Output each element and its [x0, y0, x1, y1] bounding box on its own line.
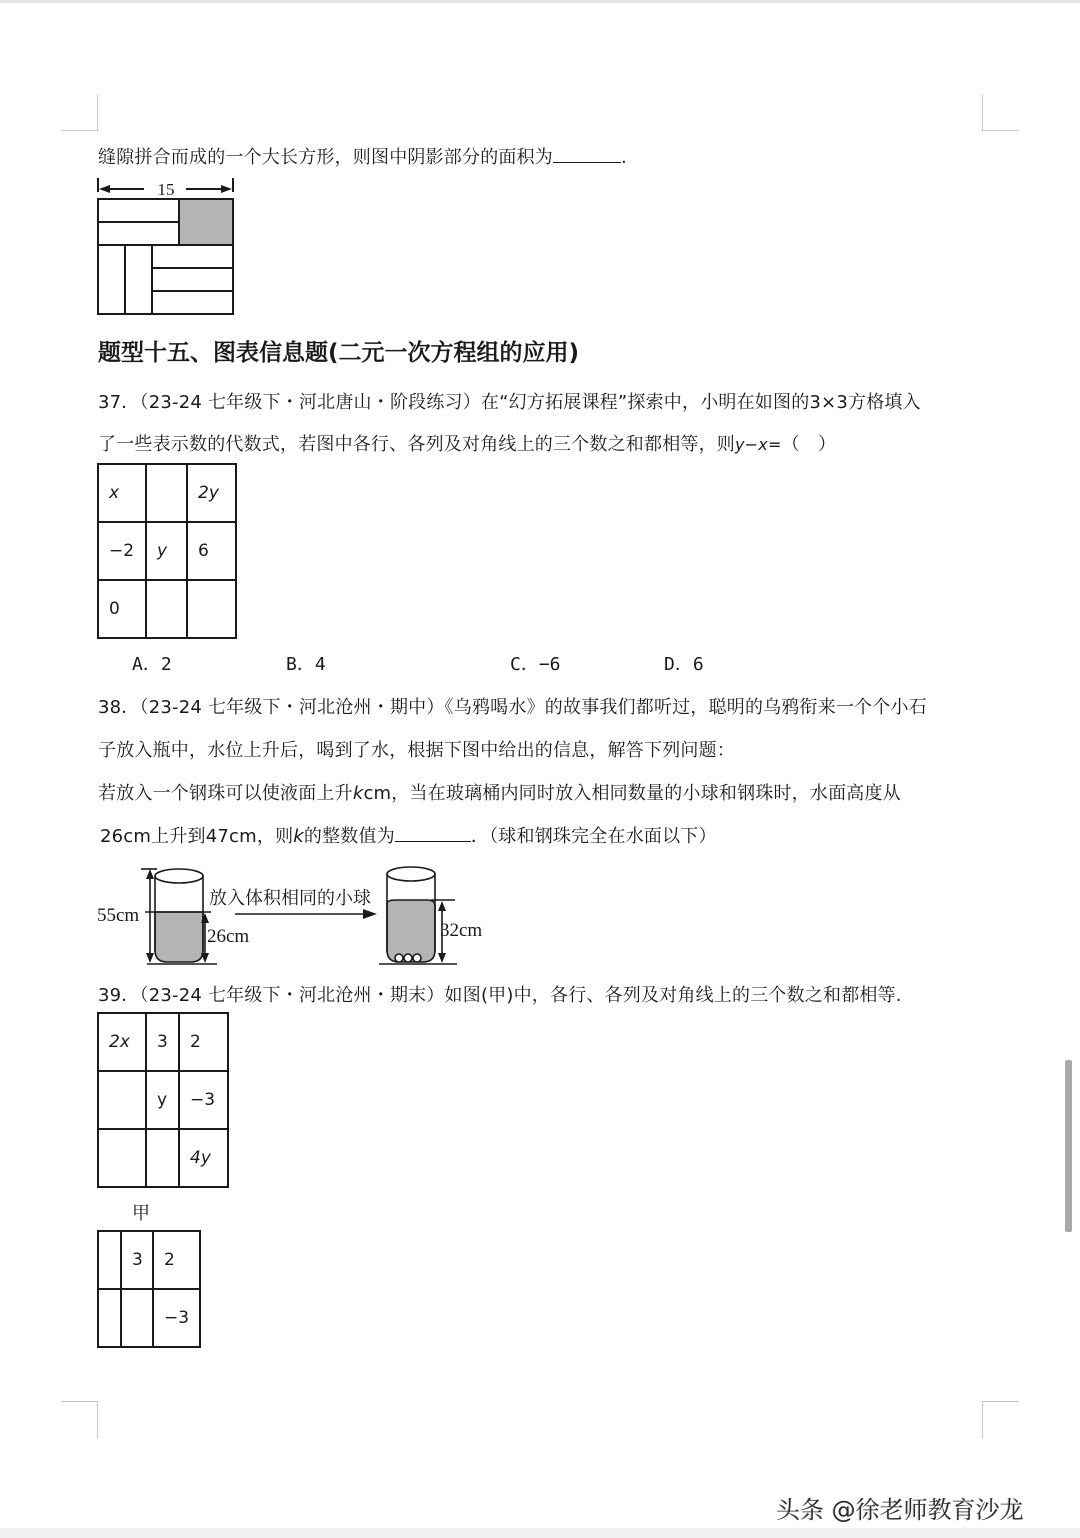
question-39-line-1 — [98, 981, 902, 1007]
water-level-after — [387, 900, 435, 962]
option-d[interactable]: D．6 — [664, 654, 704, 675]
question-source: （23-24 七年级下・河北唐山・阶段练习） — [139, 392, 481, 413]
period: . — [621, 147, 627, 168]
question-36-text — [98, 143, 627, 169]
total-height-label: 55cm — [97, 905, 140, 926]
small-ball — [395, 954, 403, 962]
question-text: ．（球和钢珠完全在水面以下） — [470, 826, 717, 847]
grid-cell: x — [98, 464, 146, 522]
water-level-before — [155, 912, 203, 962]
small-ball — [413, 954, 421, 962]
question-text: cm，当在玻璃桶内同时放入相同数量的小球和钢珠时，水面高度从 — [363, 783, 901, 804]
question-number: 37． — [98, 392, 140, 413]
grid-cell — [98, 1129, 146, 1187]
question-text: 如图(甲)中，各行、各列及对角线上的三个数之和都相等. — [444, 985, 902, 1006]
rectangle-puzzle-figure — [96, 176, 238, 318]
crop-mark-top-right — [982, 130, 1019, 131]
grid-cell: 4y — [179, 1129, 228, 1187]
grid-cell: 3 — [146, 1013, 179, 1071]
watermark: 头条 @徐老师教育沙龙 — [776, 1496, 1024, 1524]
question-37-line-1 — [98, 388, 921, 414]
water-before-label: 26cm — [207, 926, 250, 947]
grid-cell — [121, 1289, 153, 1347]
variable-k: k — [352, 783, 364, 804]
question-37-line-2 — [98, 430, 836, 456]
option-c[interactable]: C．−6 — [510, 654, 561, 675]
question-text: 了一些表示数的代数式，若图中各行、各列及对角线上的三个数之和都相等，则 — [98, 434, 735, 455]
grid-cell — [146, 1129, 179, 1187]
figure-caption-jia: 甲 — [132, 1203, 151, 1224]
variable-k: k — [293, 826, 304, 847]
water-after-label: 32cm — [440, 920, 483, 941]
grid-cell: 6 — [187, 522, 236, 580]
question-text: 的整数值为 — [303, 826, 395, 847]
grid-cell — [146, 464, 187, 522]
question-number: 38． — [98, 697, 140, 718]
grid-cell — [98, 1231, 121, 1289]
grid-cell: −3 — [179, 1071, 228, 1129]
question-38-line-4 — [100, 822, 717, 848]
top-edge — [0, 0, 1080, 3]
grid-cell: 2y — [187, 464, 236, 522]
crop-mark-bottom-right — [982, 1401, 1019, 1402]
option-a[interactable]: A．2 — [132, 654, 172, 675]
grid-cell — [146, 580, 187, 638]
grid-cell: 2 — [153, 1231, 200, 1289]
grid-cell — [187, 580, 236, 638]
option-b[interactable]: B．4 — [286, 654, 326, 675]
arrow-label: 放入体积相同的小球 — [209, 888, 371, 908]
question-number: 39． — [98, 985, 140, 1006]
grid-cell: 3 — [121, 1231, 153, 1289]
magic-square-q37 — [97, 463, 237, 639]
grid-cell: 0 — [98, 580, 146, 638]
question-source: （23-24 七年级下・河北沧州・期末） — [139, 985, 445, 1006]
question-38-line-3 — [98, 779, 901, 805]
bottom-edge — [0, 1528, 1080, 1538]
grid-cell: −2 — [98, 522, 146, 580]
question-source: （23-24 七年级下・河北沧州・期中） — [139, 697, 445, 718]
grid-cell — [98, 1289, 121, 1347]
scrollbar-thumb[interactable] — [1065, 1060, 1072, 1232]
width-label: 15 — [157, 180, 175, 199]
question-36-line: 缝隙拼合而成的一个大长方形，则图中阴影部分的面积为 — [98, 147, 553, 168]
question-text: 《乌鸦喝水》的故事我们都听过，聪明的乌鸦衔来一个个小石 — [444, 697, 927, 718]
small-ball — [404, 954, 412, 962]
answer-paren: （ ） — [781, 434, 837, 455]
crow-water-figure — [95, 862, 505, 968]
question-text: 在“幻方拓展课程”探索中，小明在如图的3×3方格填入 — [480, 392, 921, 413]
magic-square-yi — [97, 1230, 201, 1348]
crop-mark-bottom-right — [982, 1401, 983, 1439]
crop-mark-bottom-left — [97, 1401, 98, 1439]
grid-cell — [98, 1071, 146, 1129]
question-text: 26cm上升到47cm，则 — [100, 826, 294, 847]
question-text: 若放入一个钢珠可以使液面上升 — [98, 783, 353, 804]
grid-cell: y — [146, 522, 187, 580]
crop-mark-bottom-left — [61, 1401, 98, 1402]
answer-blank — [553, 144, 621, 163]
section-heading: 题型十五、图表信息题(二元一次方程组的应用) — [98, 340, 580, 366]
grid-cell: 2x — [98, 1013, 146, 1071]
grid-cell: −3 — [153, 1289, 200, 1347]
answer-blank — [395, 823, 471, 842]
magic-square-jia — [97, 1012, 229, 1188]
grid-cell: 2 — [179, 1013, 228, 1071]
expression: y−x= — [735, 435, 782, 454]
grid-cell: y — [146, 1071, 179, 1129]
crop-mark-top-left — [97, 95, 98, 131]
crop-mark-top-right — [982, 95, 983, 131]
question-38-line-1 — [98, 693, 927, 719]
question-38-line-2: 子放入瓶中，水位上升后，喝到了水，根据下图中给出的信息，解答下列问题： — [98, 740, 735, 761]
crop-mark-top-left — [61, 130, 98, 131]
